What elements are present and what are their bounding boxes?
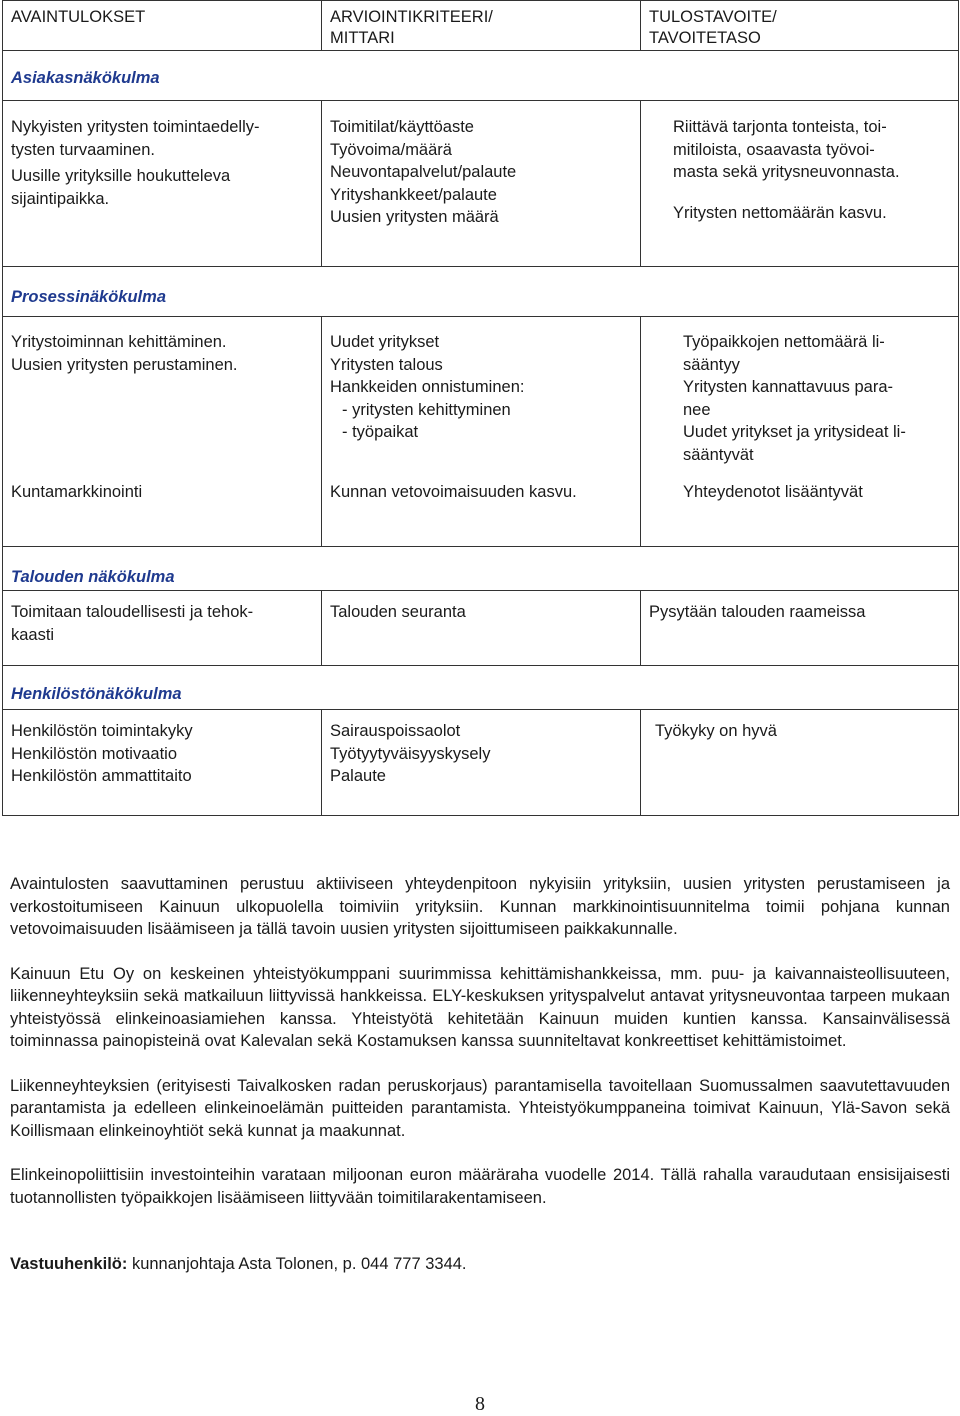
prosessi-col1-line: Uusien yritysten perustaminen. [11,355,238,374]
henkilosto-col2-line: Palaute [330,767,386,785]
header-avaintulokset [3,1,322,51]
section-title-prosessi: Prosessinäkökulma [11,288,166,307]
henkilosto-col3 [641,710,959,816]
henkilosto-col1-line: Henkilöstön ammattitaito [11,767,192,785]
talous-col3 [641,591,959,666]
kuntamarkkinointi-col3 [641,479,959,547]
asiakas-col2-line: Yrityshankkeet/palaute [330,185,497,204]
prosessi-col1 [3,317,322,479]
prosessi-col2-dash-item: - yritysten kehittyminen [342,400,511,419]
header-arviointikriteeri [322,1,641,51]
kuntamarkkinointi-row [3,479,959,547]
prosessi-title-cell [3,267,959,317]
prosessi-col2-line: Uudet yritykset [330,333,440,351]
asiakas-col3-line: masta sekä yritysneuvonnasta. [673,163,900,181]
kuntamarkkinointi-text: Kuntamarkkinointi [11,482,143,501]
header-tulostavoite [641,1,959,51]
asiakas-col1-line: tysten turvaaminen. [11,140,155,159]
asiakas-col2-line: Neuvontapalvelut/palaute [330,163,517,181]
henkilosto-col1-line: Henkilöstön motivaatio [11,744,177,763]
yhteydenotot-text: Yhteydenotot lisääntyvät [683,482,863,501]
prosessi-col3-line: sääntyy [683,355,740,374]
contact-line [10,1253,950,1276]
body-text [10,873,950,1276]
prosessi-col2 [322,317,641,479]
section-title-talous: Talouden näkökulma [11,567,175,586]
henkilosto-col1-line: Henkilöstön toimintakyky [11,722,193,740]
talous-seuranta-text: Talouden seuranta [330,603,466,621]
vetovoima-text: Kunnan vetovoimaisuuden kasvu. [330,482,577,501]
prosessi-col3-line: sääntyvät [683,445,754,464]
talous-raamit-text: Pysytään talouden raameissa [649,603,866,621]
results-table [2,0,959,816]
kuntamarkkinointi-col1 [3,479,322,547]
henkilosto-title-cell [3,666,959,710]
paragraph: Avaintulosten saavuttaminen perustuu aktiiviseen yhteydenpitoon nykyisiin yrityksiin, uusien yritysten perustamiseen ja verkostoitumiseen Kainuun ulkopuolella toimiviin yrityksiin. Kunnan markkinointisuunnitelma toimii pohjana kunnan vetovoimaisuuden lisäämiseen ja tällä tavoin uusien yritysten sijoittumiseen paikkakunnalle. [10,875,950,938]
kuntamarkkinointi-col2 [322,479,641,547]
asiakas-col1-line: Nykyisten yritysten toimintaedelly- [11,118,260,136]
paragraph: Elinkeinopoliittisiin investointeihin varataan miljoonan euron määräraha vuodelle 2014. Tällä rahalla varaudutaan ensisijaisesti tuotannollisten työpaikkojen lisäämiseen liittyvään toimitilarakentamiseen. [10,1166,950,1207]
prosessi-col3 [641,317,959,479]
page-number: 8 [475,1393,485,1415]
talous-col1 [3,591,322,666]
asiakas-col1-line: sijaintipaikka. [11,189,110,208]
talous-col1-line: Toimitaan taloudellisesti ja tehok- [11,603,254,621]
prosessi-col1-line: Yritystoiminnan kehittäminen. [11,333,227,351]
henkilosto-title-row [3,666,959,710]
asiakas-col3-line: Riittävä tarjonta tonteista, toi- [673,118,887,136]
prosessi-col3-line: Työpaikkojen nettomäärä li- [683,333,885,351]
asiakas-col3-line: mitiloista, osaavasta työvoi- [673,140,875,159]
prosessi-col2-line: Hankkeiden onnistuminen: [330,378,525,396]
paragraph: Liikenneyhteyksien (erityisesti Taivalkosken radan peruskorjaus) parantamisella tavoitellaan Suomussalmen saavutettavuuden parantamista ja edelleen elinkeinoelämän puitteiden parantamista. Yhteistyökumppaneina toimivat Kainuun, Ylä-Savon sekä Koillismaan elinkeinoyhtiöt sekä kunnat ja maakunnat. [10,1076,950,1140]
prosessi-col2-dash-item: - työpaikat [342,423,419,441]
contact-value: kunnanjohtaja Asta Tolonen, p. 044 777 3344. [127,1255,467,1273]
henkilosto-col1 [3,710,322,816]
header-col3-line1: TULOSTAVOITE/ [649,8,777,26]
paragraph: Kainuun Etu Oy on keskeinen yhteistyökumppani suurimmissa kehittämishankkeissa, mm. puu- ja kaivannaisteollisuuteen, liikenneyhteyksiin sekä matkailuun liittyvissä hankkeissa. ELY-keskuksen yrityspalvelut antavat yritysneuvontaa tarpeen mukaan yhteistyössä elinkeinoasiamiehen kanssa. Yhteistyötä kehitetään Kainuun muiden kuntien kanssa. Kansainvälisessä toiminnassa painopisteinä ovat Kalevalan sekä Kostamuksen kanssa suunniteltavat konkreettiset kehittämistoimet. [10,964,950,1050]
henkilosto-col2 [322,710,641,816]
prosessi-col3-line: Uudet yritykset ja yritysideat li- [683,423,906,441]
tyokyky-text: Työkyky on hyvä [655,722,777,740]
header-col2-line2: MITTARI [330,29,395,47]
talous-title-row [3,547,959,591]
prosessi-col3-line: nee [683,400,711,419]
asiakas-col2-line: Uusien yritysten määrä [330,208,499,226]
prosessi-row [3,317,959,479]
asiakas-col3 [641,101,959,267]
talous-col2 [322,591,641,666]
asiakas-title-row [3,51,959,101]
contact-label: Vastuuhenkilö: [10,1255,128,1273]
prosessi-title-row [3,267,959,317]
asiakas-col3-line: Yritysten nettomäärän kasvu. [673,203,887,222]
section-title-asiakas: Asiakasnäkökulma [11,69,160,88]
asiakas-col2-line: Työvoima/määrä [330,140,452,159]
henkilosto-row [3,710,959,816]
table-header-row [3,1,959,51]
asiakas-col3-line [673,184,950,202]
prosessi-col2-line: Yritysten talous [330,355,443,374]
talous-row [3,591,959,666]
header-col2-line1: ARVIOINTIKRITEERI/ [330,8,493,26]
talous-title-cell [3,547,959,591]
prosessi-col3-line: Yritysten kannattavuus para- [683,378,894,396]
talous-col1-line: kaasti [11,625,55,644]
asiakas-row [3,101,959,267]
section-title-henkilosto: Henkilöstönäkökulma [11,684,182,703]
asiakas-title-cell [3,51,959,101]
asiakas-col1 [3,101,322,267]
henkilosto-col2-line: Työtyytyväisyyskysely [330,744,491,763]
asiakas-col1-line: Uusille yrityksille houkutteleva [11,167,231,185]
henkilosto-col2-line: Sairauspoissaolot [330,722,461,740]
asiakas-col2-line: Toimitilat/käyttöaste [330,118,474,136]
header-col1-text: AVAINTULOKSET [11,8,146,26]
asiakas-col2 [322,101,641,267]
header-col3-line2: TAVOITETASO [649,29,761,47]
